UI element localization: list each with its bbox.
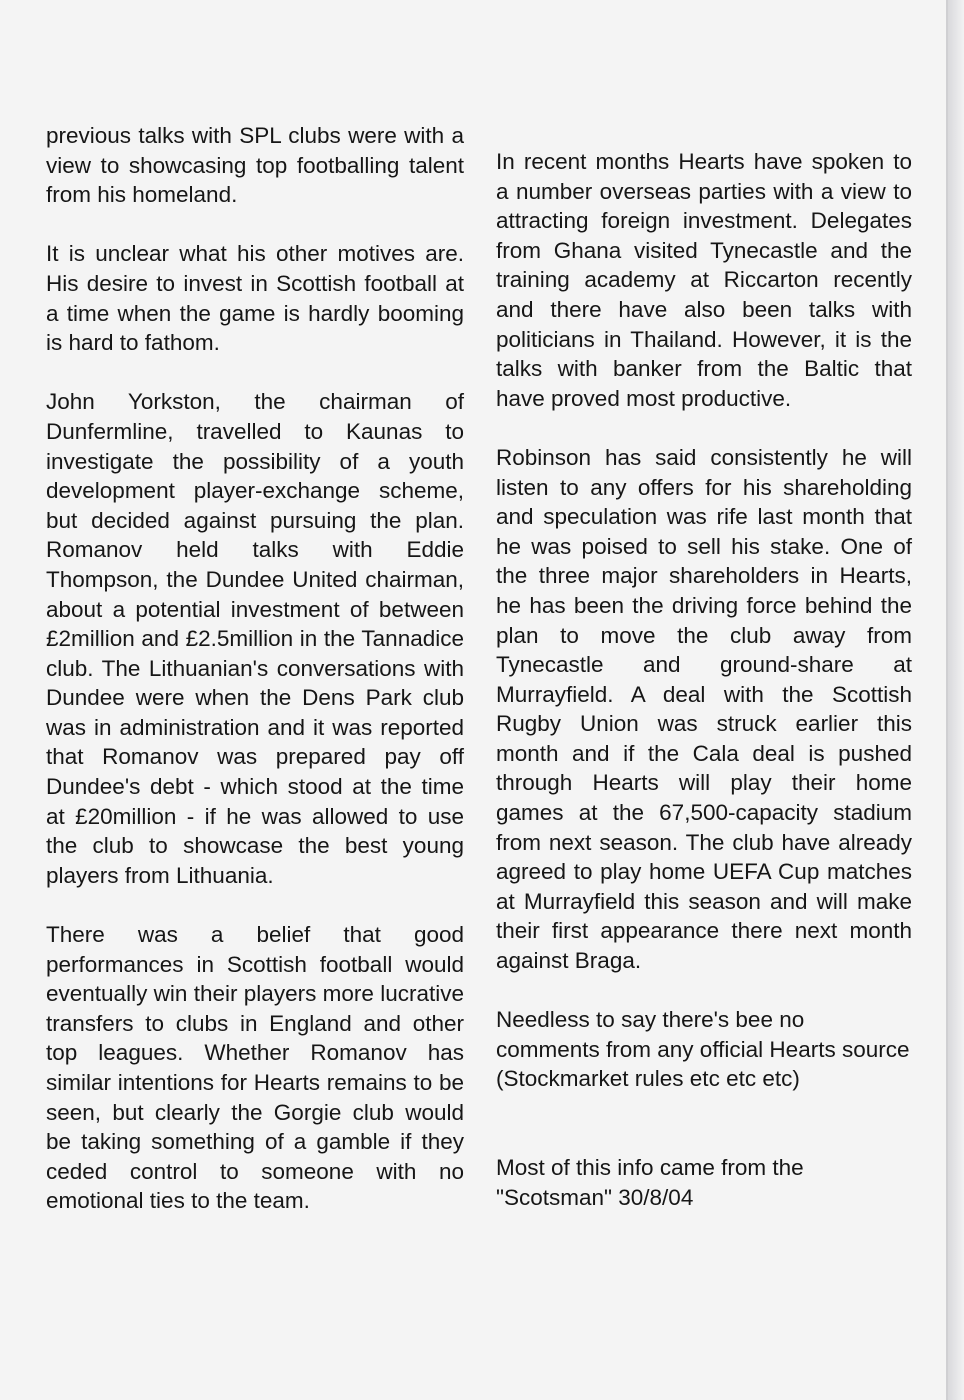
right-paragraph-3: Needless to say there's bee no comments from any official Hearts source (Stockmarket rules etc etc etc) (496, 1007, 910, 1092)
left-column (46, 121, 464, 1216)
right-column (496, 147, 912, 1212)
left-paragraph-1: previous talks with SPL clubs were with a view to showcasing top footballing talent from his homeland. (46, 123, 464, 208)
page-edge (948, 0, 964, 1400)
left-paragraph-4: There was a belief that good performances in Scottish football would eventually win their players more lucrative transfers to clubs in England and other top leagues. Whether Romanov has similar intentions for Hearts remains to be seen, but clearly the Gorgie club would be taking something of a gamble if they ceded control to someone with no emotional ties to the team. (46, 922, 464, 1214)
source-note: Most of this info came from the "Scotsman" 30/8/04 (496, 1155, 804, 1210)
right-paragraph-1: In recent months Hearts have spoken to a number overseas parties with a view to attracting foreign investment. Delegates from Ghana visited Tynecastle and the training academy at Riccarton recently and there have also been talks with politicians in Thailand. However, it is the talks with banker from the Baltic that have proved most productive. (496, 149, 912, 411)
left-paragraph-2: It is unclear what his other motives are. His desire to invest in Scottish football at a time when the game is hardly booming is hard to fathom. (46, 241, 464, 356)
right-paragraph-2: Robinson has said consistently he will listen to any offers for his shareholding and speculation was rife last month that he was poised to sell his stake. One of the three major shareholders in Hearts, he has been the driving force behind the plan to move the club away from Tynecastle and ground-share at Murrayfield. A deal with the Scottish Rugby Union was struck earlier this month and if the Cala deal is pushed through Hearts will play their home games at the 67,500-capacity stadium from next season. The club have already agreed to play home UEFA Cup matches at Murrayfield this season and will make their first appearance there next month against Braga. (496, 444, 912, 974)
bleed-through-heading (500, 82, 920, 126)
left-paragraph-3: John Yorkston, the chairman of Dunfermline, travelled to Kaunas to investigate the possibility of a youth development player-exchange scheme, but decided against pursuing the plan. Romanov held talks with Eddie Thompson, the Dundee United chairman, about a potential investment of between £2million and £2.5million in the Tannadice club. The Lithuanian's conversations with Dundee were when the Dens Park club was in administration and it was reported that Romanov was prepared pay off Dundee's debt - which stood at the time at £20million - if he was allowed to use the club to showcase the best young players from Lithuania. (46, 389, 464, 888)
